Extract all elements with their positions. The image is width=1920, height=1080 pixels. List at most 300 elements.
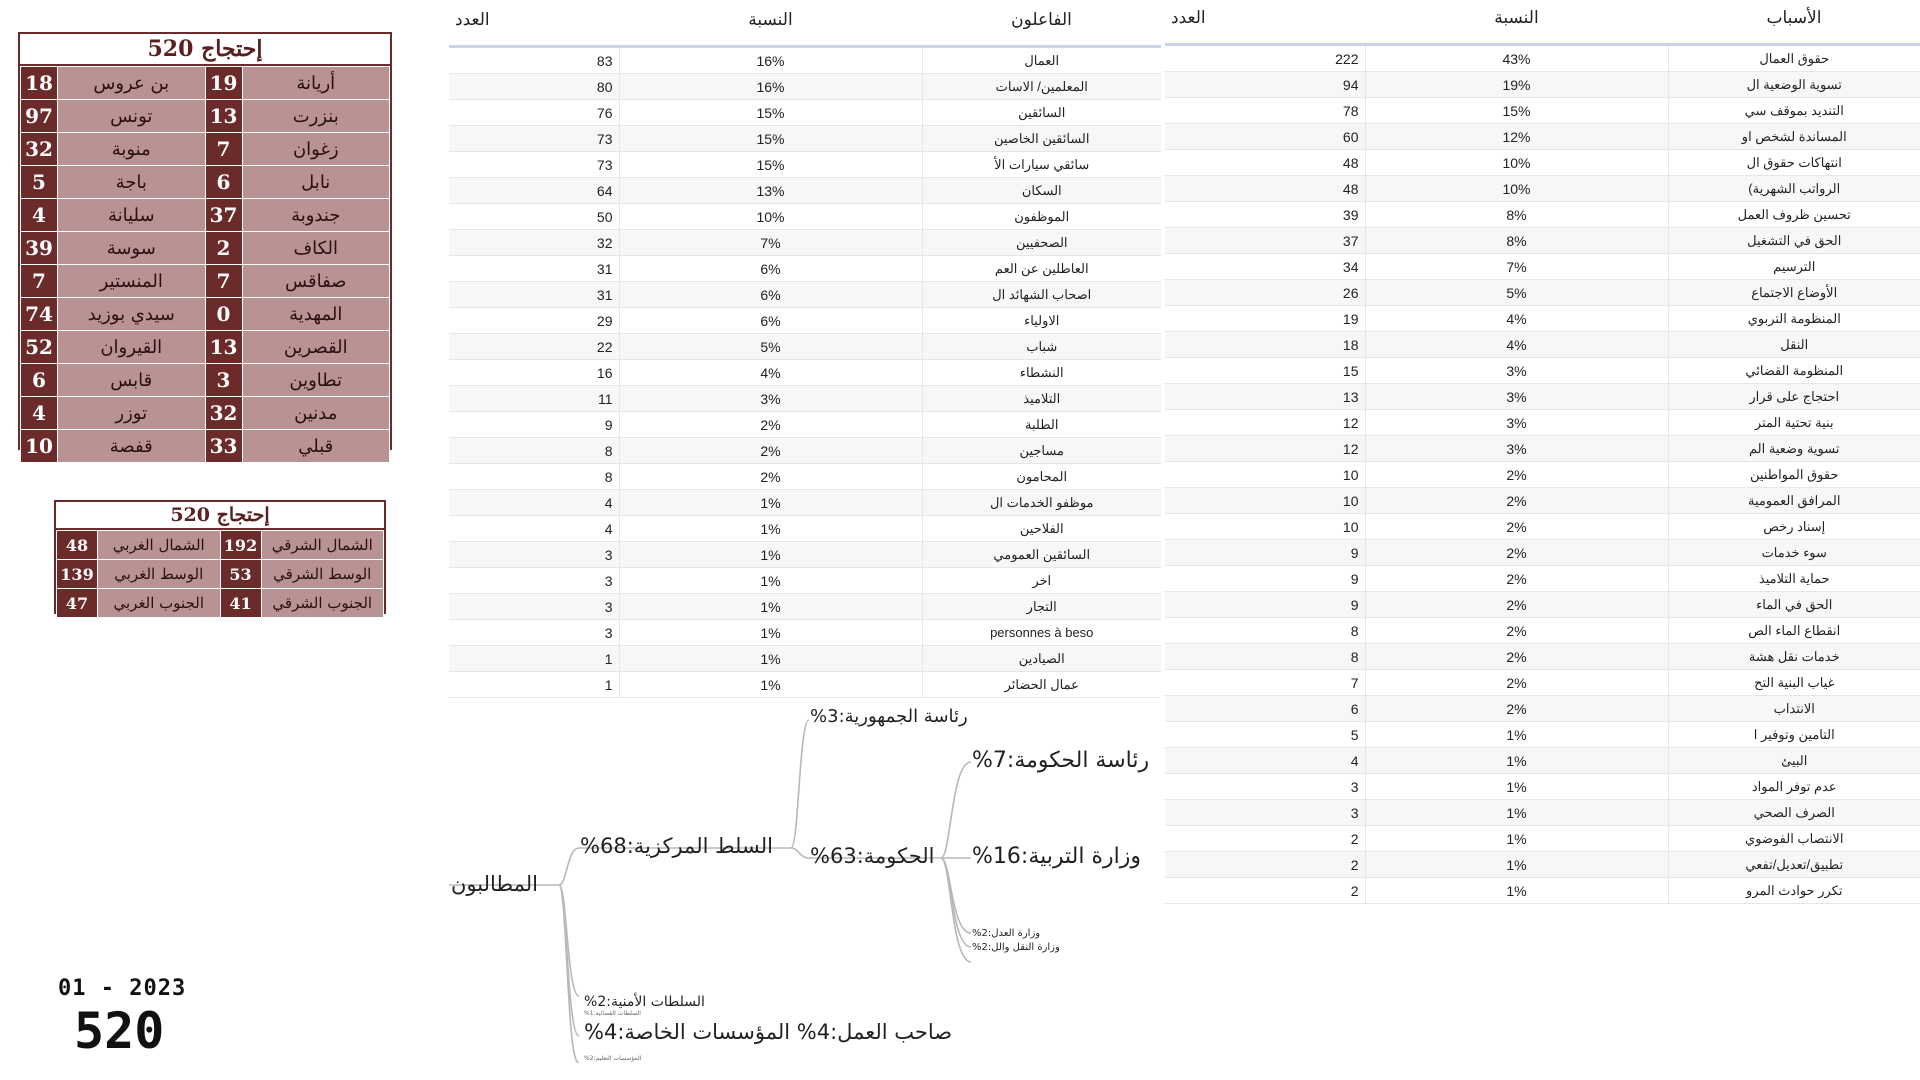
reason-label-cell: النقل: [1668, 332, 1920, 358]
tree-presidency: رئاسة الجمهورية:3%: [810, 706, 968, 727]
reason-label-cell: البيئ: [1668, 748, 1920, 774]
reason-count-cell: 10: [1165, 462, 1365, 488]
reason-label-cell: سوء خدمات: [1668, 540, 1920, 566]
reason-percent-cell: 1%: [1365, 852, 1668, 878]
reason-count-cell: 48: [1165, 176, 1365, 202]
actor-count-cell: 4: [449, 490, 619, 516]
reason-row: [1165, 410, 1920, 436]
reason-row: [1165, 566, 1920, 592]
governorate-name: قفصة: [58, 430, 206, 463]
reason-count-cell: 3: [1165, 800, 1365, 826]
actor-percent-cell: 2%: [619, 464, 922, 490]
governorate-name: سليانة: [58, 199, 206, 232]
reason-row: [1165, 722, 1920, 748]
reason-count-cell: 48: [1165, 150, 1365, 176]
region-name: الوسط الغربي: [98, 560, 221, 589]
reason-label-cell: تحسين ظروف العمل: [1668, 202, 1920, 228]
actor-count-cell: 3: [449, 542, 619, 568]
governorate-row: [21, 298, 390, 331]
governorates-table: [20, 66, 390, 463]
governorate-count: 74: [21, 298, 58, 331]
reason-label-cell: إسناد رخص: [1668, 514, 1920, 540]
reason-row: [1165, 228, 1920, 254]
governorate-name: بنزرت: [242, 100, 390, 133]
region-count: 139: [57, 560, 98, 589]
tree-education-institutions: المؤسسات التعليم:2%: [584, 1055, 642, 1062]
period-label: 01 - 2023: [58, 976, 187, 1001]
reason-percent-cell: 1%: [1365, 722, 1668, 748]
actor-count-cell: 32: [449, 230, 619, 256]
reason-label-cell: الترسيم: [1668, 254, 1920, 280]
actor-label-cell: موظفو الخدمات ال: [922, 490, 1161, 516]
governorate-row: [21, 67, 390, 100]
actors-percent-header[interactable]: النسبة: [619, 8, 922, 47]
reason-row: [1165, 618, 1920, 644]
demands-tree: [449, 700, 1169, 1070]
actor-percent-cell: 7%: [619, 230, 922, 256]
governorate-name: قابس: [58, 364, 206, 397]
reason-count-cell: 4: [1165, 748, 1365, 774]
reason-percent-cell: 4%: [1365, 332, 1668, 358]
reason-row: [1165, 748, 1920, 774]
reason-count-cell: 12: [1165, 436, 1365, 462]
actor-percent-cell: 1%: [619, 620, 922, 646]
reason-count-cell: 37: [1165, 228, 1365, 254]
reason-label-cell: خدمات نقل هشة: [1668, 644, 1920, 670]
tree-security-authorities: السلطات الأمنية:2%: [584, 994, 705, 1010]
reason-label-cell: الصرف الصحي: [1668, 800, 1920, 826]
actor-count-cell: 11: [449, 386, 619, 412]
reason-label-cell: المنظومة القضائي: [1668, 358, 1920, 384]
governorate-count: 5: [21, 166, 58, 199]
regions-box: [54, 500, 386, 614]
reason-percent-cell: 43%: [1365, 45, 1668, 72]
reason-percent-cell: 1%: [1365, 800, 1668, 826]
region-count: 48: [57, 531, 98, 560]
tree-government: الحكومة:63%: [810, 844, 935, 868]
actor-percent-cell: 2%: [619, 412, 922, 438]
region-name: الجنوب الشرقي: [261, 589, 384, 618]
actor-label-cell: المعلمين/ الاسات: [922, 74, 1161, 100]
actor-count-cell: 31: [449, 282, 619, 308]
actor-label-cell: عمال الحضائر: [922, 672, 1161, 698]
actor-count-cell: 1: [449, 672, 619, 698]
edge-central-presidency: [791, 720, 809, 848]
reason-count-cell: 10: [1165, 488, 1365, 514]
reason-count-cell: 5: [1165, 722, 1365, 748]
reason-count-cell: 2: [1165, 878, 1365, 904]
actor-percent-cell: 4%: [619, 360, 922, 386]
reasons-label-header[interactable]: الأسباب: [1668, 6, 1920, 45]
reason-percent-cell: 2%: [1365, 462, 1668, 488]
governorate-count: 6: [21, 364, 58, 397]
governorate-row: [21, 199, 390, 232]
actor-count-cell: 76: [449, 100, 619, 126]
reason-percent-cell: 4%: [1365, 306, 1668, 332]
actor-row: [449, 464, 1161, 490]
actor-count-cell: 3: [449, 594, 619, 620]
reason-count-cell: 3: [1165, 774, 1365, 800]
actor-label-cell: السائقين العمومي: [922, 542, 1161, 568]
governorate-name: أريانة: [242, 67, 390, 100]
governorate-row: [21, 133, 390, 166]
reason-label-cell: غياب البنية التح: [1668, 670, 1920, 696]
reason-label-cell: حقوق المواطنين: [1668, 462, 1920, 488]
governorate-name: المنستير: [58, 265, 206, 298]
reason-row: [1165, 670, 1920, 696]
tree-central-authorities: السلط المركزية:68%: [580, 834, 773, 858]
actor-label-cell: الاولياء: [922, 308, 1161, 334]
reason-row: [1165, 488, 1920, 514]
reason-count-cell: 60: [1165, 124, 1365, 150]
actor-percent-cell: 6%: [619, 282, 922, 308]
reason-label-cell: تسوية الوضعية ال: [1668, 72, 1920, 98]
actors-table: [449, 8, 1161, 698]
reason-row: [1165, 826, 1920, 852]
governorate-name: جندوبة: [242, 199, 390, 232]
reason-row: [1165, 514, 1920, 540]
actor-percent-cell: 1%: [619, 516, 922, 542]
reason-count-cell: 9: [1165, 566, 1365, 592]
actor-label-cell: personnes à beso: [922, 620, 1161, 646]
actor-row: [449, 47, 1161, 74]
reason-count-cell: 26: [1165, 280, 1365, 306]
region-count: 47: [57, 589, 98, 618]
actor-row: [449, 334, 1161, 360]
actor-count-cell: 50: [449, 204, 619, 230]
actor-row: [449, 360, 1161, 386]
actor-percent-cell: 2%: [619, 438, 922, 464]
actor-row: [449, 412, 1161, 438]
actor-count-cell: 8: [449, 438, 619, 464]
actor-row: [449, 438, 1161, 464]
reason-count-cell: 8: [1165, 644, 1365, 670]
actor-label-cell: الموظفون: [922, 204, 1161, 230]
actor-label-cell: السكان: [922, 178, 1161, 204]
reason-percent-cell: 8%: [1365, 228, 1668, 254]
reason-row: [1165, 254, 1920, 280]
governorate-name: المهدية: [242, 298, 390, 331]
edge-root-central: [559, 848, 579, 885]
reasons-percent-header[interactable]: النسبة: [1365, 6, 1668, 45]
reason-label-cell: المنظومة التربوي: [1668, 306, 1920, 332]
actor-row: [449, 282, 1161, 308]
governorate-row: [21, 166, 390, 199]
reason-label-cell: تطبيق/تعديل/تفعي: [1668, 852, 1920, 878]
governorate-count: 39: [21, 232, 58, 265]
reason-label-cell: التنديد بموقف سي: [1668, 98, 1920, 124]
governorate-count: 37: [205, 199, 242, 232]
actor-count-cell: 29: [449, 308, 619, 334]
actor-percent-cell: 5%: [619, 334, 922, 360]
actor-row: [449, 542, 1161, 568]
actor-label-cell: سائقي سيارات الأ: [922, 152, 1161, 178]
reason-row: [1165, 462, 1920, 488]
reason-percent-cell: 1%: [1365, 826, 1668, 852]
actor-row: [449, 386, 1161, 412]
actor-percent-cell: 16%: [619, 47, 922, 74]
reason-label-cell: عدم توفر المواد: [1668, 774, 1920, 800]
reasons-count-header[interactable]: العدد: [1165, 6, 1365, 45]
governorate-name: مدنين: [242, 397, 390, 430]
reason-percent-cell: 2%: [1365, 618, 1668, 644]
actor-percent-cell: 1%: [619, 594, 922, 620]
governorate-count: 7: [21, 265, 58, 298]
reason-percent-cell: 2%: [1365, 514, 1668, 540]
actor-label-cell: النشطاء: [922, 360, 1161, 386]
region-row: [57, 531, 384, 560]
governorate-row: [21, 232, 390, 265]
region-name: الشمال الغربي: [98, 531, 221, 560]
actor-label-cell: الصحفيين: [922, 230, 1161, 256]
reason-row: [1165, 696, 1920, 722]
reason-count-cell: 78: [1165, 98, 1365, 124]
region-row: [57, 560, 384, 589]
actor-label-cell: الطلبة: [922, 412, 1161, 438]
reason-row: [1165, 72, 1920, 98]
tree-root: المطالبون: [451, 872, 539, 896]
actor-count-cell: 8: [449, 464, 619, 490]
governorate-name: تونس: [58, 100, 206, 133]
governorate-count: 4: [21, 199, 58, 232]
actor-label-cell: التجار: [922, 594, 1161, 620]
reason-percent-cell: 3%: [1365, 410, 1668, 436]
reason-percent-cell: 2%: [1365, 488, 1668, 514]
actor-row: [449, 230, 1161, 256]
actor-label-cell: العاطلين عن العم: [922, 256, 1161, 282]
governorate-row: [21, 265, 390, 298]
actor-row: [449, 204, 1161, 230]
governorate-count: 52: [21, 331, 58, 364]
reason-row: [1165, 436, 1920, 462]
reason-label-cell: تكرر حوادث المرو: [1668, 878, 1920, 904]
reason-row: [1165, 800, 1920, 826]
reason-label-cell: المرافق العمومية: [1668, 488, 1920, 514]
reason-count-cell: 222: [1165, 45, 1365, 72]
reason-label-cell: بنية تحتية المتر: [1668, 410, 1920, 436]
region-name: الوسط الشرقي: [261, 560, 384, 589]
governorate-count: 10: [21, 430, 58, 463]
reason-percent-cell: 2%: [1365, 592, 1668, 618]
actor-row: [449, 646, 1161, 672]
governorate-name: قبلي: [242, 430, 390, 463]
actor-count-cell: 80: [449, 74, 619, 100]
governorate-name: زغوان: [242, 133, 390, 166]
reason-label-cell: (الرواتب الشهرية: [1668, 176, 1920, 202]
reason-label-cell: حماية التلاميذ: [1668, 566, 1920, 592]
actor-row: [449, 516, 1161, 542]
actor-row: [449, 568, 1161, 594]
governorate-row: [21, 397, 390, 430]
actor-row: [449, 100, 1161, 126]
actor-count-cell: 83: [449, 47, 619, 74]
actor-row: [449, 594, 1161, 620]
reason-row: [1165, 384, 1920, 410]
reason-label-cell: احتجاج على قرار: [1668, 384, 1920, 410]
reason-row: [1165, 306, 1920, 332]
actor-percent-cell: 6%: [619, 256, 922, 282]
edge-gov-pm: [941, 762, 971, 858]
reason-percent-cell: 7%: [1365, 254, 1668, 280]
reason-count-cell: 94: [1165, 72, 1365, 98]
reason-count-cell: 10: [1165, 514, 1365, 540]
reason-count-cell: 12: [1165, 410, 1365, 436]
reason-row: [1165, 644, 1920, 670]
reason-percent-cell: 3%: [1365, 384, 1668, 410]
governorate-count: 2: [205, 232, 242, 265]
governorate-name: القيروان: [58, 331, 206, 364]
reason-count-cell: 19: [1165, 306, 1365, 332]
governorate-count: 13: [205, 331, 242, 364]
reason-percent-cell: 2%: [1365, 644, 1668, 670]
governorate-count: 3: [205, 364, 242, 397]
governorate-count: 19: [205, 67, 242, 100]
actor-percent-cell: 1%: [619, 490, 922, 516]
governorate-count: 33: [205, 430, 242, 463]
governorate-row: [21, 364, 390, 397]
actor-count-cell: 3: [449, 620, 619, 646]
reason-count-cell: 15: [1165, 358, 1365, 384]
actor-label-cell: التلاميذ: [922, 386, 1161, 412]
reason-row: [1165, 332, 1920, 358]
governorate-count: 97: [21, 100, 58, 133]
reason-percent-cell: 2%: [1365, 566, 1668, 592]
tree-education-ministry: وزارة التربية:16%: [972, 844, 1141, 869]
reason-percent-cell: 15%: [1365, 98, 1668, 124]
actor-label-cell: مساجين: [922, 438, 1161, 464]
reason-count-cell: 6: [1165, 696, 1365, 722]
reason-row: [1165, 98, 1920, 124]
governorate-name: باجة: [58, 166, 206, 199]
actor-percent-cell: 13%: [619, 178, 922, 204]
reason-percent-cell: 3%: [1365, 358, 1668, 384]
total-count: 520: [74, 1002, 165, 1060]
reason-label-cell: انقطاع الماء الص: [1668, 618, 1920, 644]
actor-count-cell: 4: [449, 516, 619, 542]
actor-row: [449, 152, 1161, 178]
actors-label-header[interactable]: الفاعلون: [922, 8, 1161, 47]
actor-count-cell: 64: [449, 178, 619, 204]
reason-count-cell: 18: [1165, 332, 1365, 358]
reason-count-cell: 9: [1165, 592, 1365, 618]
governorate-count: 32: [205, 397, 242, 430]
region-row: [57, 589, 384, 618]
regions-title: 520 إحتجاج: [56, 502, 384, 530]
actor-count-cell: 1: [449, 646, 619, 672]
reason-label-cell: تسوية وضعية الم: [1668, 436, 1920, 462]
actor-percent-cell: 1%: [619, 672, 922, 698]
governorate-name: تطاوين: [242, 364, 390, 397]
actor-label-cell: السائقين: [922, 100, 1161, 126]
actor-label-cell: السائقين الخاصين: [922, 126, 1161, 152]
actor-label-cell: المحامون: [922, 464, 1161, 490]
region-count: 192: [220, 531, 261, 560]
actor-percent-cell: 10%: [619, 204, 922, 230]
reasons-header-row: [1165, 6, 1920, 45]
tree-prime-ministry: رئاسة الحكومة:7%: [972, 748, 1150, 773]
actor-label-cell: الفلاحين: [922, 516, 1161, 542]
governorate-name: توزر: [58, 397, 206, 430]
actor-percent-cell: 15%: [619, 152, 922, 178]
governorates-title: 520 إحتجاج: [20, 34, 390, 66]
reason-row: [1165, 150, 1920, 176]
governorate-count: 32: [21, 133, 58, 166]
reason-row: [1165, 124, 1920, 150]
region-count: 41: [220, 589, 261, 618]
edge-central-government: [791, 848, 809, 858]
reason-label-cell: الانتداب: [1668, 696, 1920, 722]
reason-label-cell: الانتصاب الفوضوي: [1668, 826, 1920, 852]
reason-row: [1165, 592, 1920, 618]
reason-count-cell: 9: [1165, 540, 1365, 566]
governorate-name: نابل: [242, 166, 390, 199]
tree-private-institutions: صاحب العمل:4% المؤسسات الخاصة:4%: [584, 1020, 953, 1044]
governorate-count: 13: [205, 100, 242, 133]
governorate-row: [21, 430, 390, 463]
governorate-count: 7: [205, 265, 242, 298]
governorate-count: 4: [21, 397, 58, 430]
reason-row: [1165, 540, 1920, 566]
reason-row: [1165, 358, 1920, 384]
actor-label-cell: العمال: [922, 47, 1161, 74]
reason-percent-cell: 10%: [1365, 176, 1668, 202]
governorate-name: صفاقس: [242, 265, 390, 298]
reason-label-cell: انتهاكات حقوق ال: [1668, 150, 1920, 176]
region-name: الجنوب الغربي: [98, 589, 221, 618]
reason-percent-cell: 2%: [1365, 670, 1668, 696]
actor-label-cell: اخر: [922, 568, 1161, 594]
actor-count-cell: 3: [449, 568, 619, 594]
reason-percent-cell: 10%: [1365, 150, 1668, 176]
actor-count-cell: 9: [449, 412, 619, 438]
reason-row: [1165, 878, 1920, 904]
actor-row: [449, 490, 1161, 516]
actor-row: [449, 178, 1161, 204]
actor-count-cell: 22: [449, 334, 619, 360]
tree-transport-ministry: وزارة النقل والل:2%: [972, 942, 1060, 953]
reason-count-cell: 8: [1165, 618, 1365, 644]
governorate-count: 7: [205, 133, 242, 166]
governorate-name: سيدي بوزيد: [58, 298, 206, 331]
actor-count-cell: 16: [449, 360, 619, 386]
region-name: الشمال الشرقي: [261, 531, 384, 560]
actor-count-cell: 73: [449, 152, 619, 178]
actors-count-header[interactable]: العدد: [449, 8, 619, 47]
reason-percent-cell: 1%: [1365, 774, 1668, 800]
actor-row: [449, 620, 1161, 646]
reason-percent-cell: 2%: [1365, 696, 1668, 722]
reason-percent-cell: 8%: [1365, 202, 1668, 228]
actor-count-cell: 31: [449, 256, 619, 282]
reason-label-cell: حقوق العمال: [1668, 45, 1920, 72]
reason-row: [1165, 852, 1920, 878]
reason-row: [1165, 202, 1920, 228]
governorate-name: بن عروس: [58, 67, 206, 100]
reason-label-cell: المساندة لشخص او: [1668, 124, 1920, 150]
reason-count-cell: 2: [1165, 826, 1365, 852]
reason-label-cell: التامين وتوفير ا: [1668, 722, 1920, 748]
reason-percent-cell: 1%: [1365, 748, 1668, 774]
reason-count-cell: 39: [1165, 202, 1365, 228]
actor-percent-cell: 15%: [619, 100, 922, 126]
reason-percent-cell: 2%: [1365, 540, 1668, 566]
actor-row: [449, 256, 1161, 282]
actor-count-cell: 73: [449, 126, 619, 152]
regions-table: [56, 530, 384, 618]
actor-row: [449, 126, 1161, 152]
governorates-box: [18, 32, 392, 458]
actor-percent-cell: 6%: [619, 308, 922, 334]
